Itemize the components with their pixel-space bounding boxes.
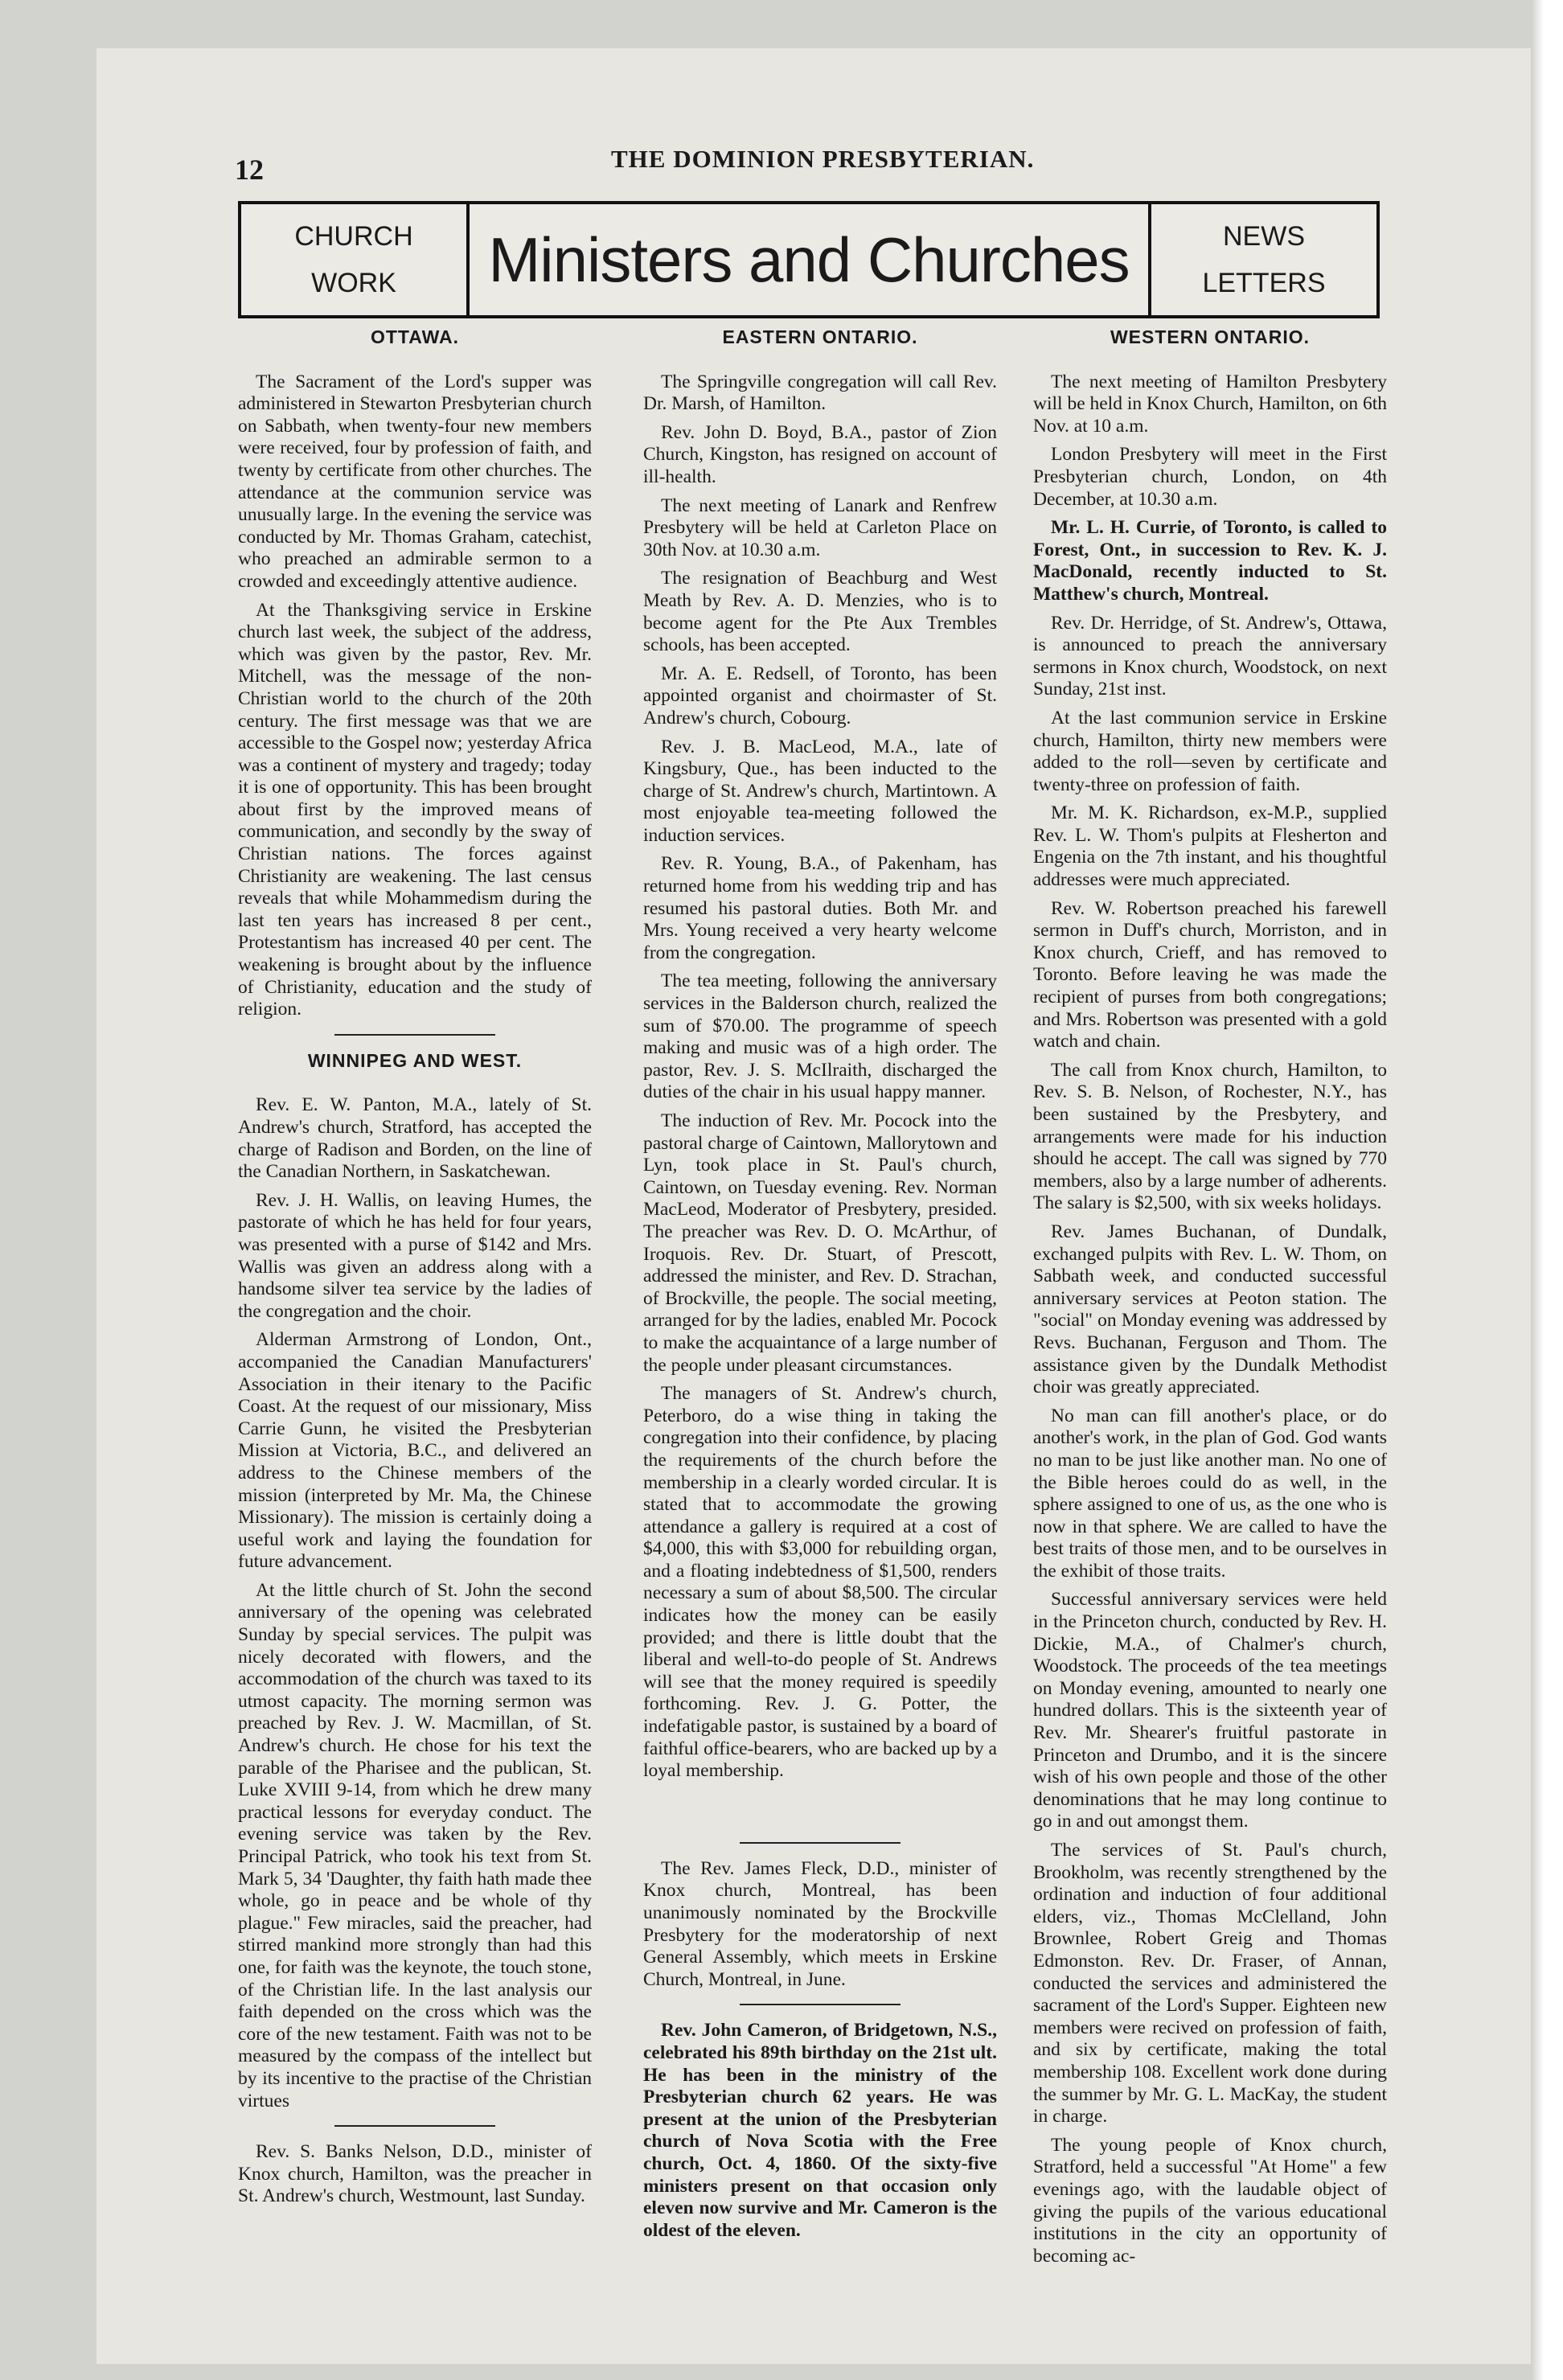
binding-edge	[1531, 0, 1563, 2380]
paragraph: Rev. J. H. Wallis, on leaving Humes, the pastorate of which he has held for four years, was presented with a purse of $142 and Mrs. Wallis was given an address along with a handsome silver tea service by the ladies of the congregation and the choir.	[238, 1189, 592, 1322]
divider	[740, 1842, 900, 1844]
banner-right-box	[1148, 204, 1376, 315]
paragraph: Rev. J. B. MacLeod, M.A., late of Kingsbury, Que., has been inducted to the charge of St. Andrew's church, Martintown. A most enjoyable tea-meeting followed the induction services.	[643, 736, 997, 846]
paragraph: No man can fill another's place, or do another's work, in the plan of God. God wants no man to be just like another man. No one of the Bible heroes could do as well, in the sphere assigned to one of us, as the one who is now in that sphere. We are called to have the best traits of those men, and to be ourselves in the exhibit of those traits.	[1033, 1405, 1387, 1582]
column-1	[238, 322, 592, 2214]
heading-western-ontario: WESTERN ONTARIO.	[1110, 326, 1311, 347]
banner-right-line2: LETTERS	[1202, 268, 1326, 298]
paragraph: London Presbytery will meet in the First Presbyterian church, London, on 4th December, at 10.30 a.m.	[1033, 444, 1387, 510]
heading-ottawa: OTTAWA.	[370, 326, 460, 347]
divider	[740, 2004, 900, 2005]
paragraph: Alderman Armstrong of London, Ont., accompanied the Canadian Manufacturers' Association in their itenary to the Pacific Coast. At the request of our missionary, Miss Carrie Gunn, he visited the Presbyterian Mission at Victoria, B.C., and delivered an address to the Chinese members of the mission (interpreted by Mr. Ma, the Chinese Missionary). The mission is certainly doing a useful work and laying the foundation for future advancement.	[238, 1329, 592, 1573]
banner-left-line1: CHURCH	[294, 221, 413, 252]
paragraph: Rev. E. W. Panton, M.A., lately of St. Andrew's church, Stratford, has accepted the charge of Radison and Borden, on the line of the Canadian Northern, in Saskatchewan.	[238, 1094, 592, 1183]
paragraph: The tea meeting, following the anniversary services in the Balderson church, realized the sum of $70.00. The programme of speech making and music was of a high order. The pastor, Rev. J. S. McIlraith, discharged the duties of the chair in his usual happy manner.	[643, 970, 997, 1103]
paragraph: At the little church of St. John the second anniversary of the opening was celebrated Sunday by special services. The pulpit was nicely decorated with flowers, and the accommodation of the church was taxed to its utmost capacity. The morning sermon was preached by Rev. J. W. Macmillan, of St. Andrew's church. He chose for his text the parable of the Pharisee and the publican, St. Luke XVIII 9-14, from which he drew many practical lessons for everyday conduct. The evening service was taken by the Rev. Principal Patrick, who took his text from St. Mark 5, 34 'Daughter, thy faith hath made thee whole, go in peace and be whole of thy plague." Few miracles, said the preacher, had stirred mankind more strongly than had this one, for faith was the keynote, the touch stone, of the Christian life. In the last analysis our faith depended on the cross which was the core of the new testament. Faith was not to be measured by the compass of the intellect but by its incentive to the practise of the Christian virtues	[238, 1579, 592, 2111]
paragraph: The next meeting of Hamilton Presbytery will be held in Knox Church, Hamilton, on 6th Nov. at 10 a.m.	[1033, 371, 1387, 437]
paragraph: Mr. M. K. Richardson, ex-M.P., supplied Rev. L. W. Thom's pulpits at Flesherton and Engenia on the 7th instant, and his thoughtful addresses were much appreciated.	[1033, 802, 1387, 891]
running-head: THE DOMINION PRESBYTERIAN.	[611, 145, 1035, 173]
paragraph: The Springville congregation will call Rev. Dr. Marsh, of Hamilton.	[643, 371, 997, 415]
paragraph: The Sacrament of the Lord's supper was administered in Stewarton Presbyterian church on Sabbath, when twenty-four new members were received, four by profession of faith, and twenty by certificate from other churches. The attendance at the communion service was unusually large. In the evening the service was conducted by Mr. Thomas Graham, catechist, who preached an admirable sermon to a crowded and exceedingly attentive audience.	[238, 371, 592, 592]
paragraph: Rev. James Buchanan, of Dundalk, exchanged pulpits with Rev. L. W. Thom, on Sabbath week, and conducted successful anniversary services at Peoton station. The "social" on Monday evening was addressed by Revs. Buchanan, Ferguson and Thom. The assistance given by the Dundalk Methodist choir was greatly appreciated.	[1033, 1221, 1387, 1398]
paragraph: Rev. Dr. Herridge, of St. Andrew's, Ottawa, is announced to preach the anniversary sermons in Knox church, Woodstock, on next Sunday, 21st inst.	[1033, 612, 1387, 700]
paragraph: Rev. W. Robertson preached his farewell sermon in Duff's church, Morriston, and in Knox church, Crieff, and has removed to Toronto. Before leaving he was made the recipient of purses from both congregations; and Mrs. Robertson was presented with a gold watch and chain.	[1033, 897, 1387, 1053]
paragraph: Mr. A. E. Redsell, of Toronto, has been appointed organist and choirmaster of St. Andrew's church, Cobourg.	[643, 663, 997, 728]
banner-title: Ministers and Churches	[488, 224, 1130, 295]
paragraph: At the last communion service in Erskine church, Hamilton, thirty new members were added to the roll—seven by certificate and twenty-three on profession of faith.	[1033, 707, 1387, 795]
paragraph: At the Thanksgiving service in Erskine church last week, the subject of the address, which was given by the pastor, Rev. Mr. Mitchell, was the message of the non-Christian world to the church of the 20th century. The first message was that we are accessible to the Gospel now; yesterday Africa was a continent of mystery and tragedy; today it is one of opportunity. This has been brought about first by the improved means of communication, and secondly by the sway of Christian nations. The forces against Christianity are weakening. The last census reveals that while Mohammedism during the last ten years has increased 8 per cent., Protestantism has increased 40 per cent. The weakening is brought about by the influence of Christianity, education and the study of religion.	[238, 599, 592, 1020]
divider	[334, 2125, 495, 2127]
paragraph: Mr. L. H. Currie, of Toronto, is called to Forest, Ont., in succession to Rev. K. J. MacDonald, recently inducted to St. Matthew's church, Montreal.	[1033, 517, 1387, 605]
paragraph: Rev. S. Banks Nelson, D.D., minister of Knox church, Hamilton, was the preacher in St. Andrew's church, Westmount, last Sunday.	[238, 2141, 592, 2207]
paragraph: The resignation of Beachburg and West Meath by Rev. A. D. Menzies, who is to become agent for the Pte Aux Trembles schools, has been accepted.	[643, 568, 997, 656]
paragraph: Successful anniversary services were held in the Princeton church, conducted by Rev. H. Dickie, M.A., of Chalmer's church, Woodstock. The proceeds of the tea meetings on Monday evening, amounted to nearly one hundred dollars. This is the sixteenth year of Rev. Mr. Shearer's fruitful pastorate in Princeton and Drumbo, and it is the sincere wish of his own people and those of the other denominations that he may long continue to go in and out amongst them.	[1033, 1589, 1387, 1832]
paragraph: The next meeting of Lanark and Renfrew Presbytery will be held at Carleton Place on 30th Nov. at 10.30 a.m.	[643, 494, 997, 560]
spacer	[643, 1789, 997, 1829]
divider	[334, 1034, 495, 1036]
paragraph: The Rev. James Fleck, D.D., minister of Knox church, Montreal, has been unanimously nominated by the Brockville Presbytery for the moderatorship of next General Assembly, which meets in Erskine Church, Montreal, in June.	[643, 1857, 997, 1990]
heading-eastern-ontario: EASTERN ONTARIO.	[722, 326, 918, 347]
paragraph: The managers of St. Andrew's church, Peterboro, do a wise thing in taking the congregation into their confidence, by placing the requirements of the church before the membership in a clearly worded circular. It is stated that to accommodate the growing attendance a gallery is required at a cost of $4,000, this with $3,000 for rebuilding organ, and a floating indebtedness of $1,500, renders necessary a sum of about $8,500. The circular indicates how the money can be easily provided; and there is little doubt that the liberal and well-to-do people of St. Andrews will see that the money required is speedily forthcoming. Rev. J. G. Potter, the indefatigable pastor, is sustained by a board of faithful office-bearers, who are backed up by a loyal membership.	[643, 1383, 997, 1782]
paragraph: The induction of Rev. Mr. Pocock into the pastoral charge of Caintown, Mallorytown and Lyn, took place in St. Paul's church, Caintown, on Tuesday evening. Rev. Norman MacLeod, Moderator of Presbytery, presided. The preacher was Rev. D. O. McArthur, of Iroquois. Rev. Dr. Stuart, of Prescott, addressed the minister, and Rev. D. Strachan, of Brockville, the people. The social meeting, arranged for by the ladies, enabled Mr. Pocock to make the acquaintance of a large number of the people under pleasant circumstances.	[643, 1110, 997, 1376]
page-number: 12	[235, 154, 264, 186]
paragraph: The young people of Knox church, Stratford, held a successful "At Home" a few evenings ago, with the laudable object of giving the pupils of the various educational institutions in the city an opportunity of becoming ac-	[1033, 2134, 1387, 2267]
column-3	[1033, 322, 1387, 2274]
banner-right-line1: NEWS	[1223, 221, 1305, 252]
banner-left-box	[241, 204, 470, 315]
paragraph: Rev. R. Young, B.A., of Pakenham, has returned home from his wedding trip and has resumed his pastoral duties. Both Mr. and Mrs. Young received a very hearty welcome from the congregation.	[643, 853, 997, 963]
heading-winnipeg: WINNIPEG AND WEST.	[307, 1049, 523, 1071]
paragraph: Rev. John Cameron, of Bridgetown, N.S., celebrated his 89th birthday on the 21st ult. He has been in the ministry of the Presbyterian church 62 years. He was present at the union of the Presbyterian church of Nova Scotia with the Free church, Oct. 4, 1860. Of the sixty-five ministers present on that occasion only eleven now survive and Mr. Cameron is the oldest of the eleven.	[643, 2020, 997, 2241]
banner-left-line2: WORK	[311, 268, 396, 298]
paragraph: Rev. John D. Boyd, B.A., pastor of Zion Church, Kingston, has resigned on account of ill-health.	[643, 421, 997, 487]
paragraph: The services of St. Paul's church, Brookholm, was recently strengthened by the ordination and induction of four additional elders, viz., Thomas McClelland, John Brownlee, Robert Greig and Thomas Edmonston. Rev. Dr. Fraser, of Annan, conducted the services and administered the sacrament of the Lord's Supper. Eighteen new members were recived on profession of faith, and six by certificate, making the total membership 108. Excellent work done during the summer by Mr. G. L. MacKay, the student in charge.	[1033, 1840, 1387, 2128]
column-2	[643, 322, 997, 2248]
paragraph: The call from Knox church, Hamilton, to Rev. S. B. Nelson, of Rochester, N.Y., has been sustained by the Presbytery, and arrangements were made for his induction should he accept. The call was signed by 770 members, also by a large number of adherents. The salary is $2,500, with six weeks holidays.	[1033, 1059, 1387, 1214]
section-banner	[238, 201, 1380, 318]
